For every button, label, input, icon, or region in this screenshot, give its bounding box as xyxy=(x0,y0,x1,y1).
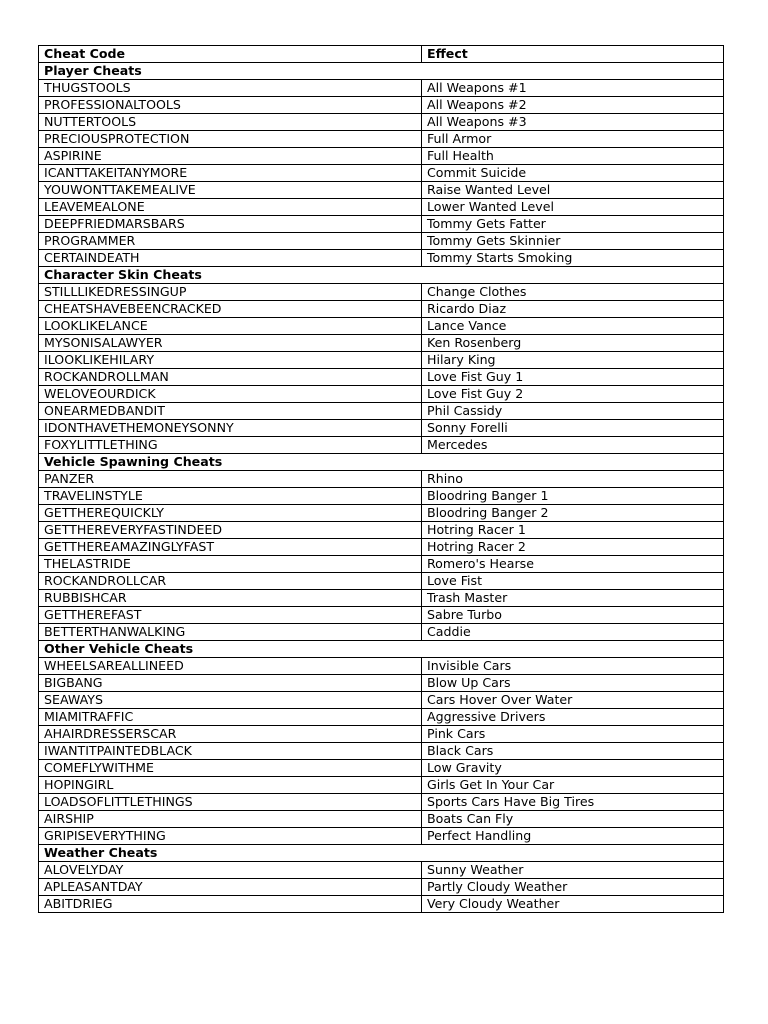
table-row xyxy=(39,879,724,896)
effect-cell: Love Fist xyxy=(422,573,724,590)
cheat-code-cell: WELOVEOURDICK xyxy=(39,386,422,403)
table-row xyxy=(39,148,724,165)
section-header-row xyxy=(39,267,724,284)
table-row xyxy=(39,233,724,250)
table-row xyxy=(39,607,724,624)
table-row xyxy=(39,624,724,641)
cheat-code-cell: RUBBISHCAR xyxy=(39,590,422,607)
effect-cell: Sonny Forelli xyxy=(422,420,724,437)
cheat-code-cell: THUGSTOOLS xyxy=(39,80,422,97)
effect-cell: Tommy Starts Smoking xyxy=(422,250,724,267)
effect-cell: Lance Vance xyxy=(422,318,724,335)
effect-cell: Love Fist Guy 1 xyxy=(422,369,724,386)
effect-cell: Tommy Gets Skinnier xyxy=(422,233,724,250)
effect-cell: Caddie xyxy=(422,624,724,641)
effect-cell: Partly Cloudy Weather xyxy=(422,879,724,896)
cheat-code-cell: ILOOKLIKEHILARY xyxy=(39,352,422,369)
cheat-code-cell: BETTERTHANWALKING xyxy=(39,624,422,641)
effect-cell: Hotring Racer 2 xyxy=(422,539,724,556)
cheat-code-cell: CERTAINDEATH xyxy=(39,250,422,267)
table-row xyxy=(39,505,724,522)
table-row xyxy=(39,403,724,420)
header-effect: Effect xyxy=(422,46,724,63)
cheat-code-cell: PRECIOUSPROTECTION xyxy=(39,131,422,148)
cheat-code-cell: COMEFLYWITHME xyxy=(39,760,422,777)
cheat-code-cell: AIRSHIP xyxy=(39,811,422,828)
table-row xyxy=(39,743,724,760)
effect-cell: Phil Cassidy xyxy=(422,403,724,420)
cheat-code-cell: YOUWONTTAKEMEALIVE xyxy=(39,182,422,199)
table-row xyxy=(39,573,724,590)
table-row xyxy=(39,114,724,131)
table-row xyxy=(39,658,724,675)
cheat-code-cell: LEAVEMEALONE xyxy=(39,199,422,216)
effect-cell: Tommy Gets Fatter xyxy=(422,216,724,233)
effect-cell: Raise Wanted Level xyxy=(422,182,724,199)
table-row xyxy=(39,556,724,573)
table-row xyxy=(39,352,724,369)
cheat-code-cell: LOADSOFLITTLETHINGS xyxy=(39,794,422,811)
cheat-code-cell: TRAVELINSTYLE xyxy=(39,488,422,505)
table-row xyxy=(39,726,724,743)
cheat-code-cell: PANZER xyxy=(39,471,422,488)
effect-cell: Low Gravity xyxy=(422,760,724,777)
cheat-code-cell: BIGBANG xyxy=(39,675,422,692)
cheat-code-cell: LOOKLIKELANCE xyxy=(39,318,422,335)
cheat-code-cell: APLEASANTDAY xyxy=(39,879,422,896)
table-row xyxy=(39,675,724,692)
table-row xyxy=(39,301,724,318)
table-row xyxy=(39,811,724,828)
cheat-code-cell: ICANTTAKEITANYMORE xyxy=(39,165,422,182)
table-row xyxy=(39,896,724,913)
cheat-code-cell: NUTTERTOOLS xyxy=(39,114,422,131)
effect-cell: Full Health xyxy=(422,148,724,165)
cheat-code-cell: STILLLIKEDRESSINGUP xyxy=(39,284,422,301)
effect-cell: Pink Cars xyxy=(422,726,724,743)
effect-cell: Rhino xyxy=(422,471,724,488)
cheat-code-cell: THELASTRIDE xyxy=(39,556,422,573)
cheat-code-table xyxy=(38,45,724,913)
section-title: Character Skin Cheats xyxy=(39,267,724,284)
effect-cell: Hilary King xyxy=(422,352,724,369)
header-cheat-code: Cheat Code xyxy=(39,46,422,63)
cheat-code-cell: WHEELSAREALLINEED xyxy=(39,658,422,675)
cheat-code-cell: AHAIRDRESSERSCAR xyxy=(39,726,422,743)
cheat-code-cell: DEEPFRIEDMARSBARS xyxy=(39,216,422,233)
table-row xyxy=(39,80,724,97)
cheat-code-cell: ROCKANDROLLCAR xyxy=(39,573,422,590)
effect-cell: Trash Master xyxy=(422,590,724,607)
table-row xyxy=(39,369,724,386)
table-row xyxy=(39,709,724,726)
cheat-code-cell: GRIPISEVERYTHING xyxy=(39,828,422,845)
effect-cell: Commit Suicide xyxy=(422,165,724,182)
table-row xyxy=(39,488,724,505)
effect-cell: Aggressive Drivers xyxy=(422,709,724,726)
table-row xyxy=(39,862,724,879)
effect-cell: Sunny Weather xyxy=(422,862,724,879)
section-header-row xyxy=(39,63,724,80)
effect-cell: Romero's Hearse xyxy=(422,556,724,573)
effect-cell: All Weapons #1 xyxy=(422,80,724,97)
cheat-code-cell: IWANTITPAINTEDBLACK xyxy=(39,743,422,760)
effect-cell: Full Armor xyxy=(422,131,724,148)
cheat-code-cell: MYSONISALAWYER xyxy=(39,335,422,352)
cheat-code-cell: GETTHEREFAST xyxy=(39,607,422,624)
effect-cell: Hotring Racer 1 xyxy=(422,522,724,539)
effect-cell: Mercedes xyxy=(422,437,724,454)
effect-cell: Ken Rosenberg xyxy=(422,335,724,352)
effect-cell: Love Fist Guy 2 xyxy=(422,386,724,403)
table-row xyxy=(39,250,724,267)
cheat-code-cell: GETTHEREAMAZINGLYFAST xyxy=(39,539,422,556)
table-row xyxy=(39,692,724,709)
table-row xyxy=(39,182,724,199)
table-row xyxy=(39,471,724,488)
effect-cell: Invisible Cars xyxy=(422,658,724,675)
effect-cell: Sabre Turbo xyxy=(422,607,724,624)
table-row xyxy=(39,165,724,182)
cheat-code-cell: IDONTHAVETHEMONEYSONNY xyxy=(39,420,422,437)
effect-cell: Bloodring Banger 1 xyxy=(422,488,724,505)
cheat-code-cell: PROFESSIONALTOOLS xyxy=(39,97,422,114)
cheat-code-cell: ONEARMEDBANDIT xyxy=(39,403,422,420)
table-row xyxy=(39,794,724,811)
effect-cell: Perfect Handling xyxy=(422,828,724,845)
table-row xyxy=(39,318,724,335)
cheat-code-cell: HOPINGIRL xyxy=(39,777,422,794)
table-row xyxy=(39,437,724,454)
cheat-code-sheet xyxy=(38,45,723,913)
table-row xyxy=(39,777,724,794)
cheat-code-cell: GETTHEREVERYFASTINDEED xyxy=(39,522,422,539)
effect-cell: Bloodring Banger 2 xyxy=(422,505,724,522)
section-title: Player Cheats xyxy=(39,63,724,80)
table-row xyxy=(39,539,724,556)
table-row xyxy=(39,590,724,607)
effect-cell: Sports Cars Have Big Tires xyxy=(422,794,724,811)
effect-cell: Blow Up Cars xyxy=(422,675,724,692)
effect-cell: Black Cars xyxy=(422,743,724,760)
cheat-code-cell: PROGRAMMER xyxy=(39,233,422,250)
effect-cell: All Weapons #2 xyxy=(422,97,724,114)
cheat-code-cell: ABITDRIEG xyxy=(39,896,422,913)
table-row xyxy=(39,284,724,301)
cheat-code-cell: MIAMITRAFFIC xyxy=(39,709,422,726)
table-row xyxy=(39,335,724,352)
table-row xyxy=(39,97,724,114)
table-row xyxy=(39,131,724,148)
table-row xyxy=(39,216,724,233)
cheat-code-cell: ALOVELYDAY xyxy=(39,862,422,879)
effect-cell: Very Cloudy Weather xyxy=(422,896,724,913)
table-row xyxy=(39,386,724,403)
table-row xyxy=(39,199,724,216)
effect-cell: All Weapons #3 xyxy=(422,114,724,131)
cheat-code-cell: FOXYLITTLETHING xyxy=(39,437,422,454)
header-row xyxy=(39,46,724,63)
effect-cell: Change Clothes xyxy=(422,284,724,301)
effect-cell: Girls Get In Your Car xyxy=(422,777,724,794)
section-title: Weather Cheats xyxy=(39,845,724,862)
section-title: Vehicle Spawning Cheats xyxy=(39,454,724,471)
section-header-row xyxy=(39,641,724,658)
cheat-code-cell: ROCKANDROLLMAN xyxy=(39,369,422,386)
effect-cell: Cars Hover Over Water xyxy=(422,692,724,709)
table-row xyxy=(39,420,724,437)
section-title: Other Vehicle Cheats xyxy=(39,641,724,658)
effect-cell: Ricardo Diaz xyxy=(422,301,724,318)
table-row xyxy=(39,760,724,777)
table-row xyxy=(39,828,724,845)
cheat-code-cell: GETTHEREQUICKLY xyxy=(39,505,422,522)
effect-cell: Boats Can Fly xyxy=(422,811,724,828)
section-header-row xyxy=(39,454,724,471)
cheat-code-cell: CHEATSHAVEBEENCRACKED xyxy=(39,301,422,318)
table-row xyxy=(39,522,724,539)
cheat-code-cell: ASPIRINE xyxy=(39,148,422,165)
section-header-row xyxy=(39,845,724,862)
cheat-code-cell: SEAWAYS xyxy=(39,692,422,709)
effect-cell: Lower Wanted Level xyxy=(422,199,724,216)
